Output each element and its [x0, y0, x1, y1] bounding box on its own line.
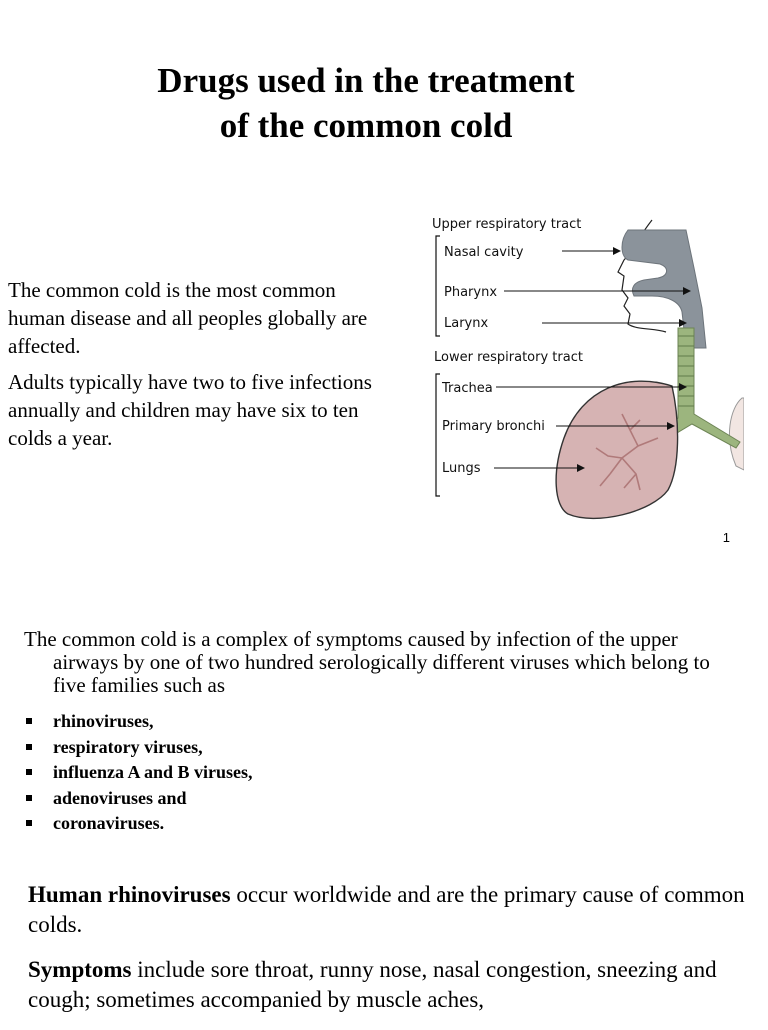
intro-paragraph-1: The common cold is the most common human disease and all peoples globally are affected. — [8, 278, 368, 358]
larynx-label: Larynx — [444, 316, 489, 331]
lungs-label: Lungs — [442, 461, 481, 476]
section-brackets — [436, 236, 440, 496]
list-item — [24, 760, 714, 786]
respiratory-tract-diagram — [424, 208, 744, 526]
bullet-square-icon — [26, 718, 32, 724]
title-line-2: of the common cold — [219, 106, 513, 145]
rhinovirus-term: Human rhinoviruses — [28, 882, 231, 907]
virus-families-section — [24, 628, 714, 837]
virus-list — [24, 709, 714, 837]
rhinovirus-paragraph — [28, 880, 758, 940]
intro-text — [8, 276, 388, 460]
bullet-square-icon — [26, 820, 32, 826]
slide-number: 1 — [722, 530, 730, 545]
bullet-square-icon — [26, 769, 32, 775]
virus-item-label: coronaviruses. — [53, 813, 165, 833]
bullet-square-icon — [26, 744, 32, 750]
list-item — [24, 709, 714, 735]
list-item — [24, 811, 714, 837]
rhinovirus-section — [28, 880, 758, 1030]
primary-bronchi-label: Primary bronchi — [442, 419, 545, 434]
trachea-label: Trachea — [442, 381, 493, 396]
title-line-1: Drugs used in the treatment — [157, 61, 575, 100]
symptoms-paragraph — [28, 955, 758, 1015]
lung-shape — [556, 381, 677, 518]
symptoms-term: Symptoms — [28, 957, 132, 982]
lower-tract-heading: Lower respiratory tract — [434, 350, 583, 365]
virus-item-label: adenoviruses and — [53, 787, 187, 808]
upper-tract-heading: Upper respiratory tract — [432, 217, 582, 232]
list-item — [24, 735, 714, 761]
body-outline — [729, 398, 744, 470]
intro-paragraph-2: Adults typically have two to five infections annually and children may have six to ten colds a year. — [8, 370, 372, 450]
list-item — [24, 786, 714, 812]
symptoms-text: include sore throat, runny nose, nasal congestion, sneezing and cough; sometimes accompanied by muscle aches, — [28, 957, 717, 1012]
bullet-square-icon — [26, 795, 32, 801]
nasal-cavity-label: Nasal cavity — [444, 245, 524, 260]
page-title — [0, 58, 732, 148]
pharynx-label: Pharynx — [444, 285, 498, 300]
virus-item-label: influenza A and B viruses, — [53, 762, 253, 782]
virus-item-label: rhinoviruses, — [53, 711, 154, 731]
virus-families-intro: The common cold is a complex of symptoms caused by infection of the upper airways by one of two hundred serologically different viruses which belong to five families such as — [24, 627, 710, 697]
virus-item-label: respiratory viruses, — [53, 736, 203, 757]
rhinovirus-text: occur worldwide and are the primary cause of common colds. — [28, 882, 745, 937]
